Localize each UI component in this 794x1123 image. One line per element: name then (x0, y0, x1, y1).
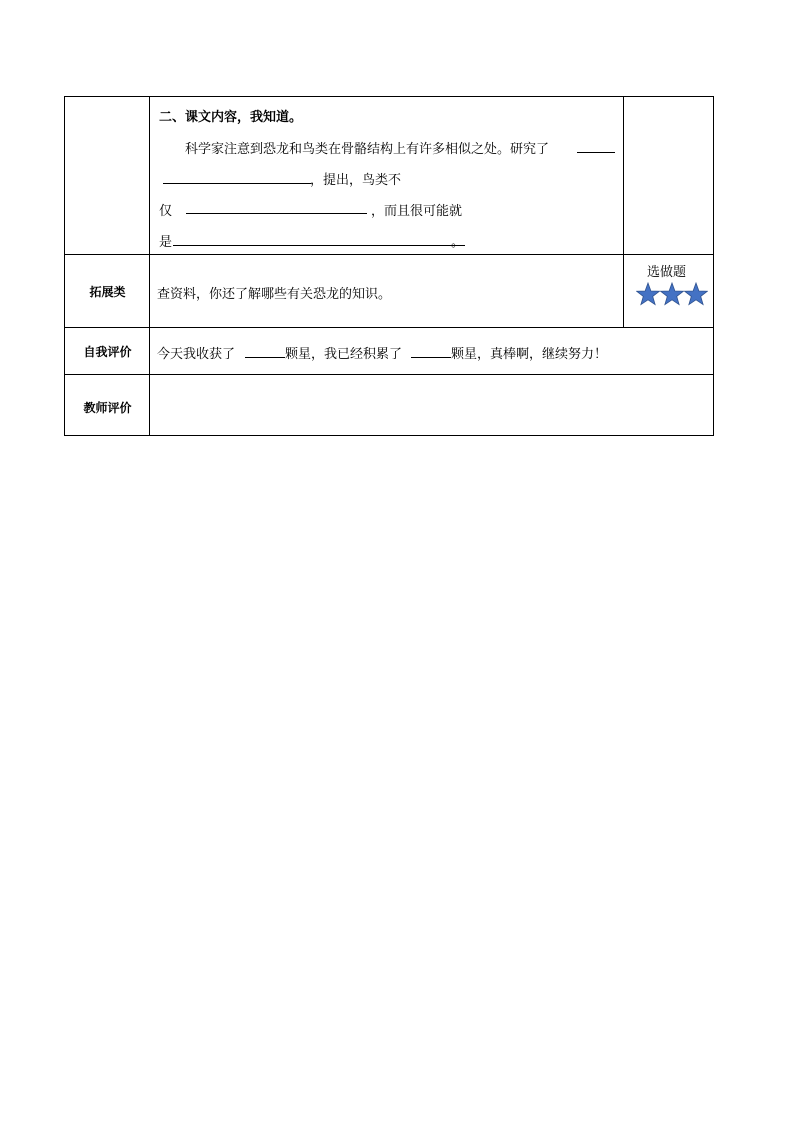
star-icon (637, 283, 660, 305)
self-eval-text-a: 今天我收获了 (157, 347, 236, 362)
row-divider (65, 254, 713, 255)
self-eval-text-c: 颗星，真棒啊，继续努力！ (451, 347, 608, 362)
answer-blank[interactable] (577, 152, 615, 153)
passage-line-4a: 是 (159, 235, 173, 250)
answer-blank[interactable] (163, 183, 311, 184)
passage-line-3a: 仅 (159, 204, 173, 219)
star-count-blank[interactable] (245, 357, 285, 358)
passage-line-4b: 。 (451, 235, 465, 250)
column-divider (149, 97, 150, 435)
passage-line-3b: ，而且很可能就 (371, 204, 463, 219)
extension-question: 查资料，你还了解哪些有关恐龙的知识。 (157, 287, 392, 302)
star-total-blank[interactable] (411, 357, 451, 358)
row-label-extension: 拓展类 (89, 285, 126, 299)
row-divider (65, 374, 713, 375)
answer-blank[interactable] (186, 213, 367, 214)
self-eval-text-b: 颗星，我已经积累了 (285, 347, 403, 362)
star-icon (685, 283, 708, 305)
passage-line-2: ，提出，鸟类不 (310, 173, 402, 188)
star-rating (636, 282, 708, 308)
section-heading: 二、课文内容，我知道。 (159, 110, 303, 125)
passage-line-1: 科学家注意到恐龙和鸟类在骨骼结构上有许多相似之处。研究了 (185, 142, 550, 157)
star-icon (661, 283, 684, 305)
answer-blank[interactable] (173, 245, 465, 246)
worksheet-table (64, 96, 714, 436)
row-label-teacher-evaluation: 教师评价 (83, 401, 132, 415)
row-label-self-evaluation: 自我评价 (83, 345, 132, 359)
column-divider (623, 97, 624, 327)
row-divider (65, 327, 713, 328)
teacher-evaluation-field[interactable] (151, 376, 711, 434)
optional-badge: 选做题 (647, 265, 687, 280)
